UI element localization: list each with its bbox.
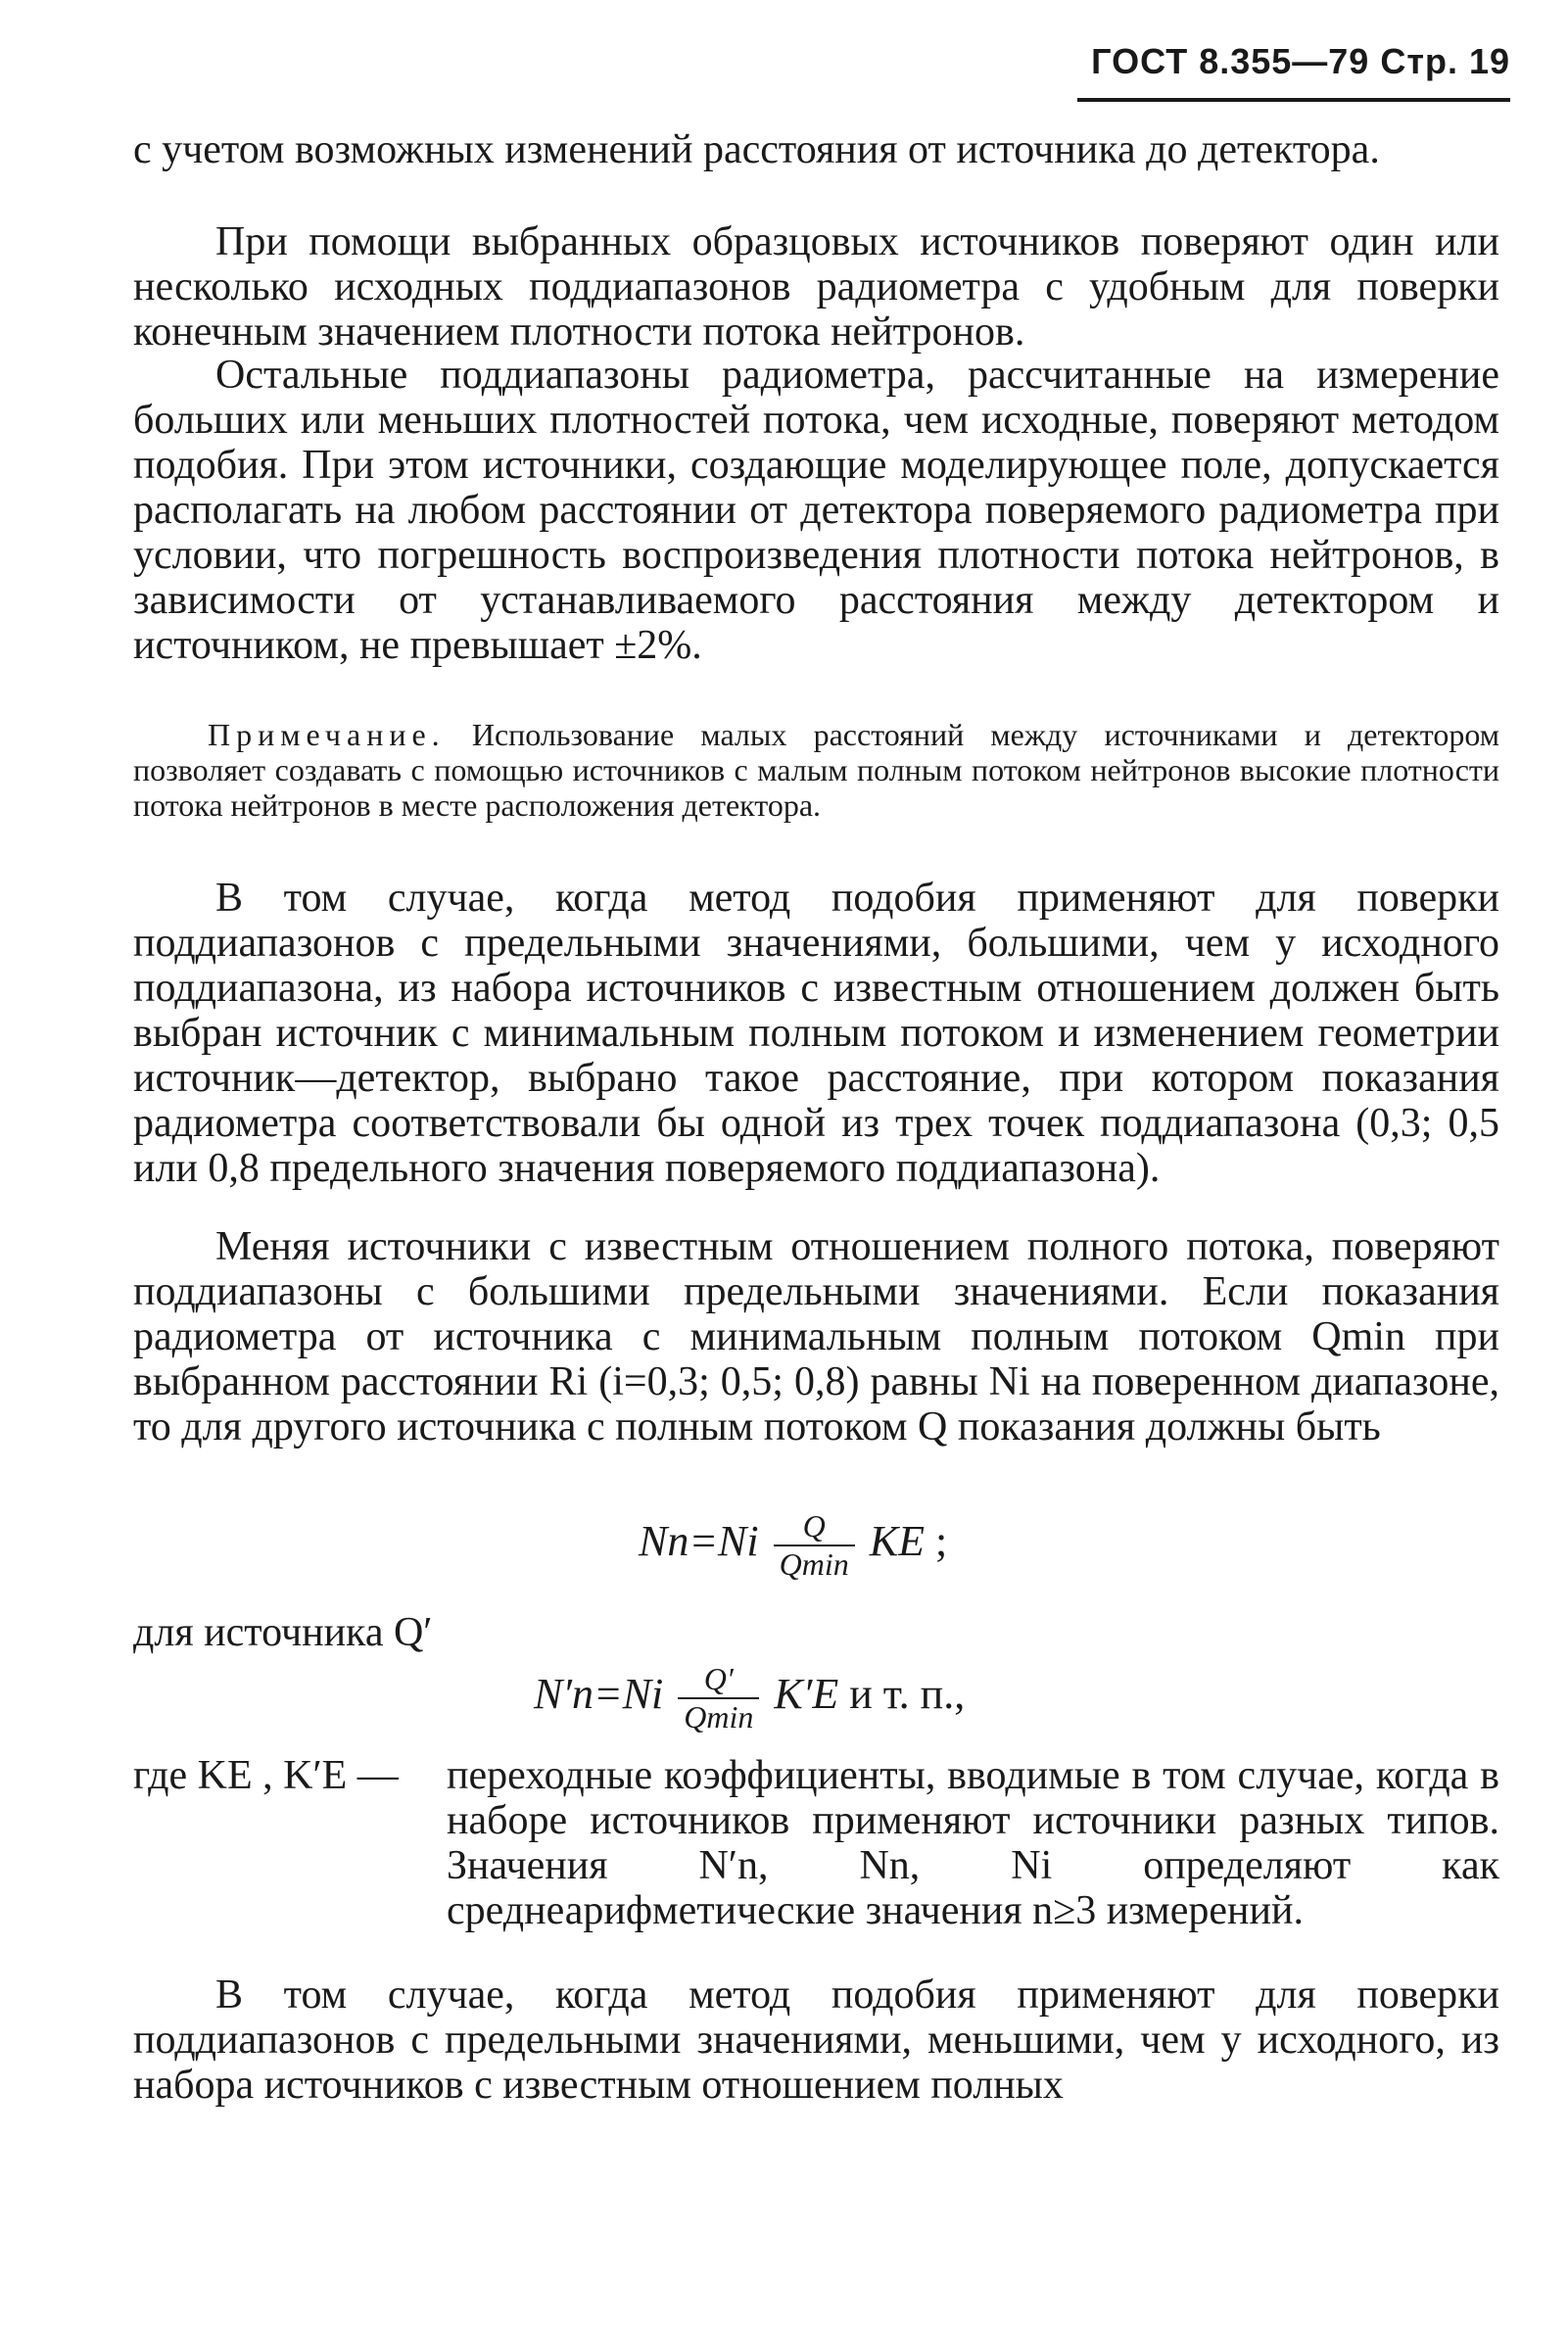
paragraph-5: Меняя источники с известным отношением полного потока, поверяют поддиапазоны с большими предельными значениями. Если показания радиометра от источника с минимальным полным потоком Qmin при выбранном расстоянии Ri (i=0,3; 0,5; 0,8) равны Ni на поверенном диапазоне, то для другого источника с полным потоком Q показания должны быть (133, 1224, 1499, 1450)
formula-nn-prime (534, 1661, 965, 1735)
formula-rhs: K′E (774, 1670, 839, 1719)
page-header (1077, 41, 1510, 110)
formula-rhs: KE (869, 1517, 925, 1566)
formula-lhs: N′n=Ni (534, 1670, 664, 1719)
fraction-denominator: Qmin (779, 1546, 849, 1582)
formula-fraction (678, 1661, 759, 1735)
formula-fraction (774, 1508, 855, 1583)
formula-nn (639, 1508, 947, 1583)
paragraph-3: Остальные поддиапазоны радиометра, рассчитанные на измерение больших или меньших плотностей потока, чем исходные, поверяют методом подобия. При этом источники, создающие моделирующее поле, допускается располагать на любом расстоянии от детектора поверяемого радиометра при условии, что погрешность воспроизведения плотности потока нейтронов, в зависимости от устанавливаемого расстояния между детектором и источником, не превышает ±2%. (133, 353, 1499, 668)
definitions-first-line: переходные коэффициенты, вводимые в том случае, (447, 1753, 1365, 1798)
paragraph-7: В том случае, когда метод подобия применяют для поверки поддиапазонов с предельными значениями, меньшими, чем у исходного, из набора источников с известным отношением полных (133, 1973, 1499, 2108)
definitions-rest: когда в наборе источников применяют источники разных типов. Значения N′n, Nn, Ni определяют как среднеарифметические значения n≥3 измерений. (447, 1753, 1499, 1933)
fraction-denominator: Qmin (684, 1699, 754, 1735)
fraction-numerator: Q′ (678, 1661, 759, 1699)
fraction-numerator: Q (774, 1508, 855, 1546)
note-text: Использование малых расстояний между источниками и детектором позволяет создавать с помощью источников с малым полным потоком нейтронов высокие плотности потока нейтронов в месте расположения детектора. (133, 717, 1500, 823)
paragraph-1: с учетом возможных изменений расстояния от источника до детектора. (133, 127, 1380, 172)
definitions-lead: где KE , K′E — (133, 1753, 399, 1798)
note-block (133, 717, 1499, 823)
definitions-body (447, 1753, 1499, 1933)
paragraph-2: При помощи выбранных образцовых источников поверяют один или несколько исходных поддиапазонов радиометра с удобным для поверки конечным значением плотности потока нейтронов. (133, 219, 1499, 355)
formula-lhs: Nn=Ni (639, 1517, 759, 1566)
header-rule (1077, 98, 1510, 102)
paragraph-6: для источника Q′ (133, 1610, 433, 1655)
formula-tail: ; (934, 1517, 948, 1566)
header-title: ГОСТ 8.355—79 Стр. 19 (1091, 41, 1510, 81)
note-label: Примечание. (208, 717, 446, 752)
paragraph-4: В том случае, когда метод подобия применяют для поверки поддиапазонов с предельными значениями, большими, чем у исходного поддиапазона, из набора источников с известным отношением должен быть выбран источник с минимальным полным потоком и изменением геометрии источник—детектор, выбрано такое расстояние, при котором показания радиометра соответствовали бы одной из трех точек поддиапазона (0,3; 0,5 или 0,8 предельного значения поверяемого поддиапазона). (133, 876, 1499, 1191)
formula-tail: и т. п., (849, 1670, 966, 1719)
